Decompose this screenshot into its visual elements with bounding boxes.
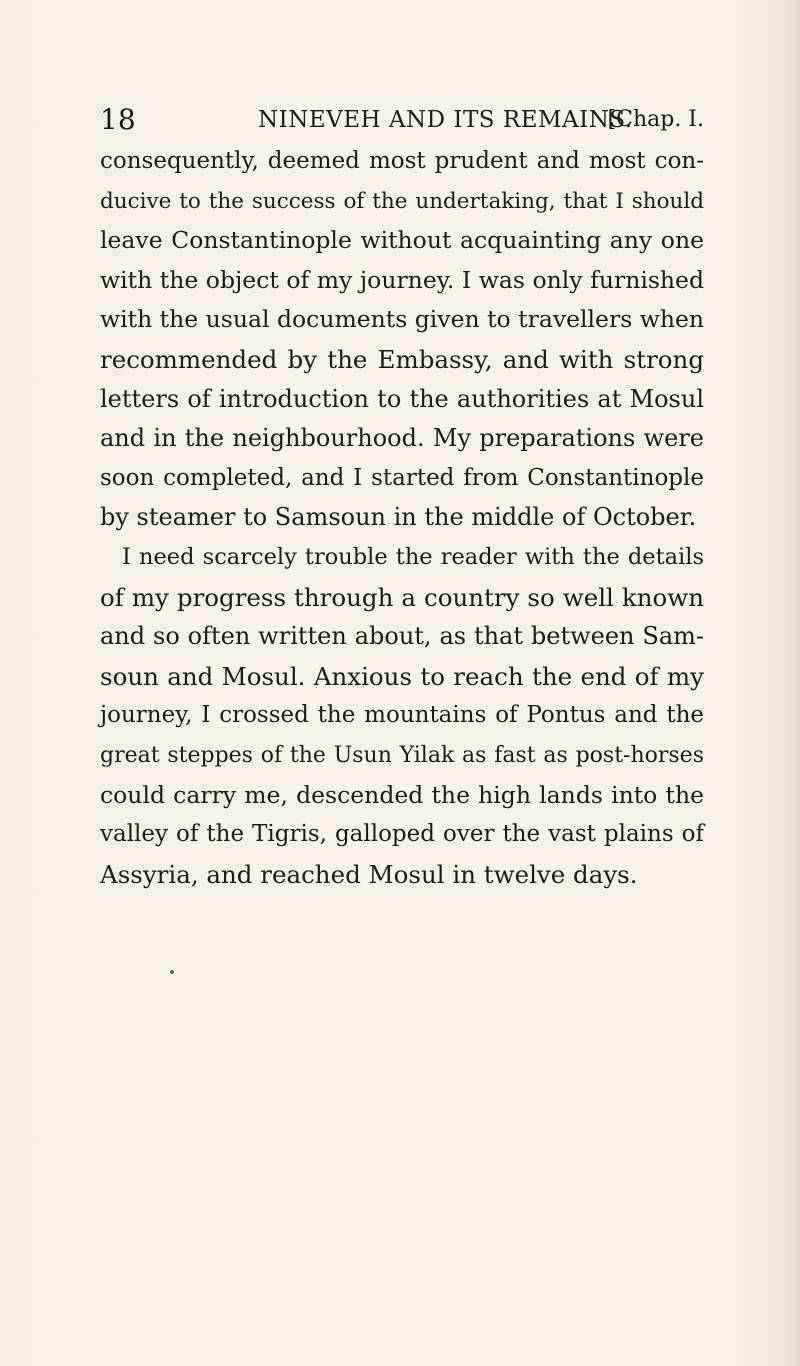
text-line: of my progress through a country so well known [100,582,704,612]
text-line: Assyria, and reached Mosul in twelve days. [100,859,638,889]
text-line: by steamer to Samsoun in the middle of October. [100,503,697,532]
text-line: recommended by the Embassy, and with strong [100,344,704,374]
page-number: 18 [100,103,136,136]
text-line: soon completed, and I started from Constantinople [100,464,704,491]
text-line: valley of the Tigris, galloped over the vast plains of [100,821,704,848]
text-line: soun and Mosul. Anxious to reach the end of my [100,661,704,691]
running-head-title: NINEVEH AND ITS REMAINS. [258,107,633,133]
body-text [100,142,704,894]
text-line: leave Constantinople without acquainting any one [100,226,704,255]
paper-speck [170,970,174,974]
text-line: letters of introduction to the authorities at Mosul [100,384,704,413]
running-head-chapter: [Chap. I. [607,107,704,132]
running-head [100,100,704,140]
text-line: great steppes of the Usun Yilak as fast as post-horses [100,742,704,768]
text-line: and so often written about, as that between Sam- [100,622,704,651]
page-edge-shadow [786,0,800,1366]
text-line: journey, I crossed the mountains of Pontus and the [100,702,704,729]
text-line: could carry me, descended the high lands into the [100,780,704,809]
text-line: consequently, deemed most prudent and most con- [100,148,704,174]
text-line: with the object of my journey. I was only furnished [100,265,704,294]
text-line: and in the neighbourhood. My preparations were [100,424,704,453]
text-line: with the usual documents given to travellers when [100,305,705,334]
text-line: I need scarcely trouble the reader with the details [122,543,704,570]
text-line: ducive to the success of the undertaking, that I should [100,188,704,214]
